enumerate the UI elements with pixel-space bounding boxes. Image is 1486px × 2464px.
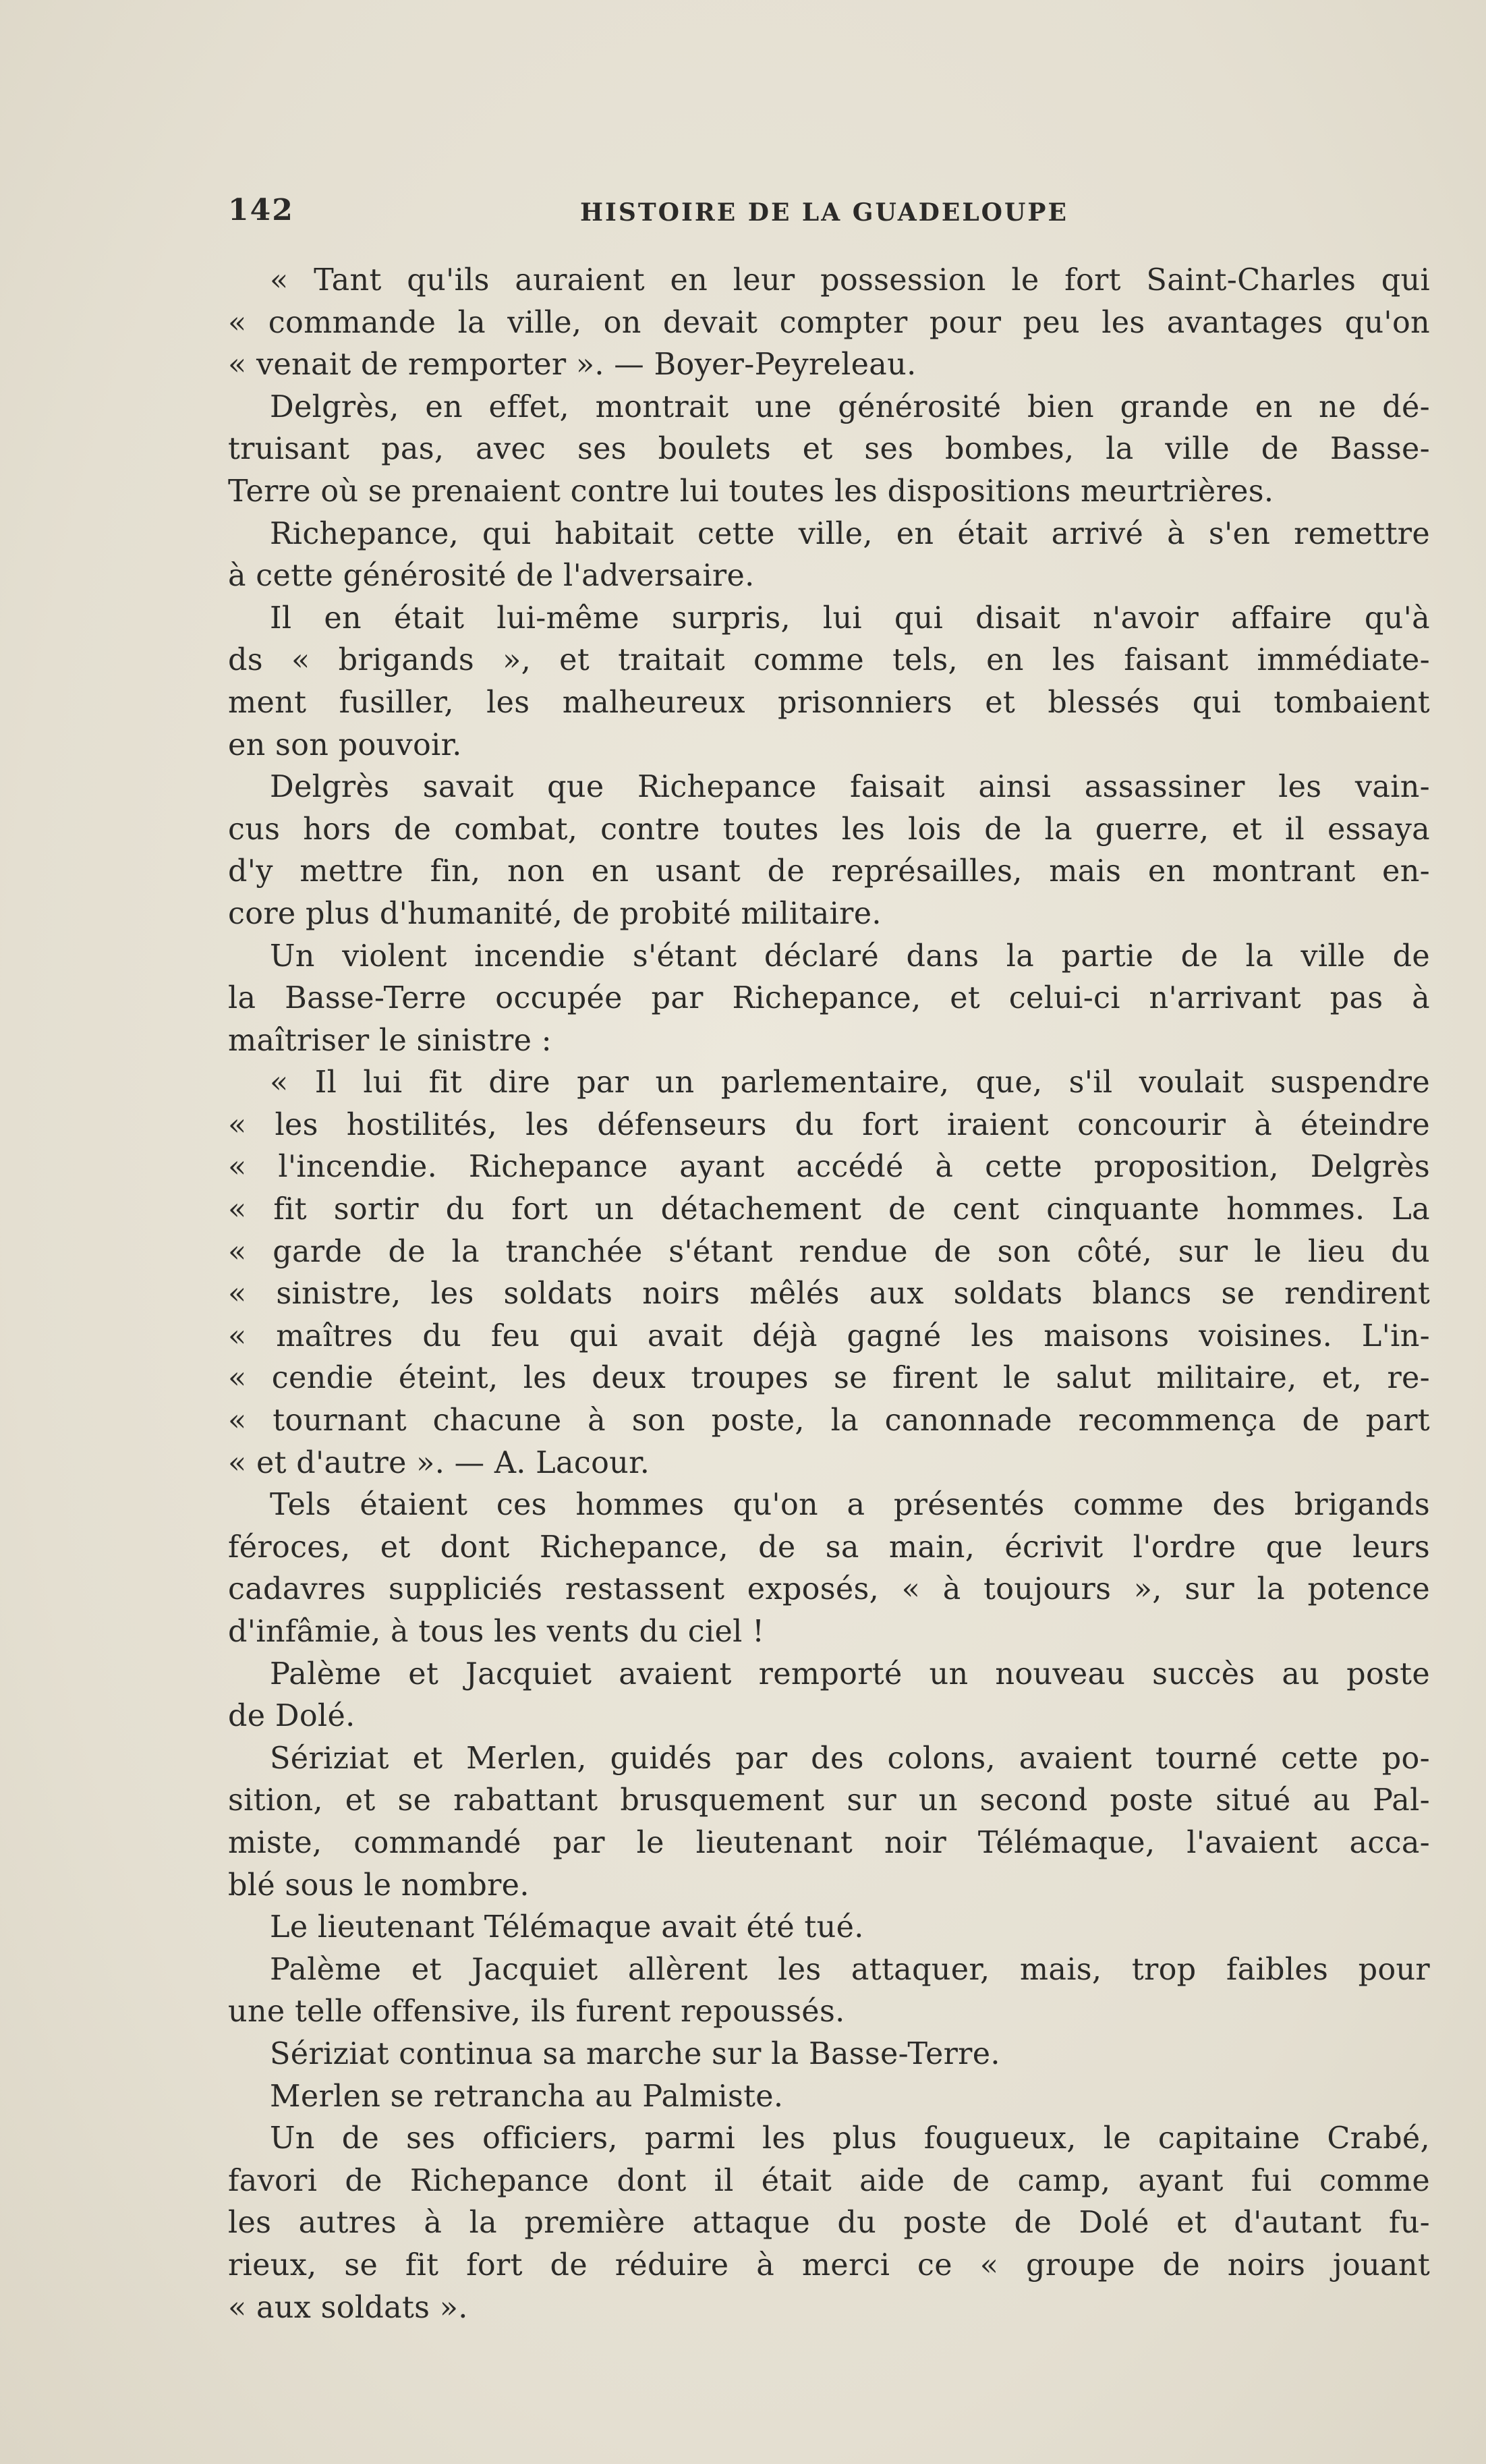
text-line: à cette générosité de l'adversaire. — [228, 559, 755, 594]
text-line: core plus d'humanité, de probité militaire. — [228, 896, 882, 931]
text-line: « sinistre, les soldats noirs mêlés aux soldats blancs se rendirent — [228, 1277, 1430, 1312]
text-line: « Tant qu'ils auraient en leur possession le fort Saint-Charles qui — [270, 263, 1430, 298]
text-line: Richepance, qui habitait cette ville, en était arrivé à s'en remettre — [270, 516, 1430, 551]
text-line: cus hors de combat, contre toutes les lois de la guerre, et il essaya — [228, 812, 1430, 847]
text-line: Il en était lui-même surpris, lui qui disait n'avoir affaire qu'à — [270, 600, 1430, 636]
text-line: de Dolé. — [228, 1699, 355, 1734]
text-line: « fit sortir du fort un détachement de cent cinquante hommes. La — [228, 1192, 1430, 1227]
text-line: Palème et Jacquiet allèrent les attaquer, mais, trop faibles pour — [270, 1952, 1430, 1987]
text-line: féroces, et dont Richepance, de sa main, écrivit l'ordre que leurs — [228, 1530, 1430, 1565]
text-line: « aux soldats ». — [228, 2290, 468, 2325]
text-line: Delgrès savait que Richepance faisait ainsi assassiner les vain- — [270, 770, 1430, 805]
text-line: une telle offensive, ils furent repoussés. — [228, 1994, 845, 2029]
text-line: miste, commandé par le lieutenant noir Télémaque, l'avaient acca- — [228, 1825, 1430, 1860]
text-line: Sériziat et Merlen, guidés par des colons, avaient tourné cette po- — [270, 1741, 1430, 1776]
text-line: truisant pas, avec ses boulets et ses bombes, la ville de Basse- — [228, 432, 1430, 467]
text-line: favori de Richepance dont il était aide de camp, ayant fui comme — [228, 2163, 1430, 2198]
text-line: d'y mettre fin, non en usant de représailles, mais en montrant en- — [228, 854, 1430, 889]
text-line: « maîtres du feu qui avait déjà gagné les maisons voisines. L'in- — [228, 1318, 1430, 1353]
text-line: les autres à la première attaque du poste de Dolé et d'autant fu- — [228, 2206, 1430, 2241]
text-line: la Basse-Terre occupée par Richepance, et celui-ci n'arrivant pas à — [228, 981, 1430, 1016]
text-line: Tels étaient ces hommes qu'on a présentés comme des brigands — [270, 1488, 1430, 1523]
text-line: « et d'autre ». — A. Lacour. — [228, 1445, 650, 1480]
text-line: Le lieutenant Télémaque avait été tué. — [270, 1910, 864, 1945]
text-line: d'infâmie, à tous les vents du ciel ! — [228, 1615, 765, 1649]
text-line: Merlen se retrancha au Palmiste. — [270, 2079, 784, 2114]
body-text — [228, 260, 1430, 2329]
text-line: cadavres suppliciés restassent exposés, « à toujours », sur la potence — [228, 1572, 1430, 1607]
text-line: « venait de remporter ». — Boyer-Peyreleau. — [228, 347, 917, 383]
text-line: « tournant chacune à son poste, la canonnade recommença de part — [228, 1403, 1430, 1438]
text-line: rieux, se fit fort de réduire à merci ce « groupe de noirs jouant — [228, 2247, 1430, 2283]
text-line: Sériziat continua sa marche sur la Basse-Terre. — [270, 2036, 1000, 2071]
text-line: blé sous le nombre. — [228, 1868, 530, 1903]
text-line: Palème et Jacquiet avaient remporté un nouveau succès au poste — [270, 1656, 1430, 1691]
text-line: maîtriser le sinistre : — [228, 1023, 552, 1058]
text-line: sition, et se rabattant brusquement sur un second poste situé au Pal- — [228, 1783, 1430, 1818]
page-number: 142 — [228, 193, 294, 227]
text-line: Un violent incendie s'étant déclaré dans la partie de la ville de — [270, 939, 1430, 974]
text-line: ds « brigands », et traitait comme tels, en les faisant immédiate- — [228, 643, 1430, 678]
text-line: « Il lui fit dire par un parlementaire, que, s'il voulait suspendre — [270, 1065, 1430, 1100]
text-line: Delgrès, en effet, montrait une générosité bien grande en ne dé- — [270, 389, 1430, 424]
text-line: « garde de la tranchée s'étant rendue de son côté, sur le lieu du — [228, 1234, 1430, 1269]
text-line: Terre où se prenaient contre lui toutes les dispositions meurtrières. — [228, 474, 1274, 509]
text-line: « les hostilités, les défenseurs du fort iraient concourir à éteindre — [228, 1107, 1430, 1142]
text-line: ment fusiller, les malheureux prisonniers et blessés qui tombaient — [228, 685, 1430, 720]
text-line: « l'incendie. Richepance ayant accédé à cette proposition, Delgrès — [228, 1150, 1430, 1185]
text-line: « commande la ville, on devait compter pour peu les avantages qu'on — [228, 305, 1430, 340]
text-line: en son pouvoir. — [228, 727, 462, 762]
running-title: HISTOIRE DE LA GUADELOUPE — [580, 198, 1068, 227]
text-line: Un de ses officiers, parmi les plus fougueux, le capitaine Crabé, — [270, 2121, 1430, 2156]
text-line: « cendie éteint, les deux troupes se firent le salut militaire, et, re- — [228, 1361, 1430, 1396]
page-header — [228, 193, 1449, 240]
